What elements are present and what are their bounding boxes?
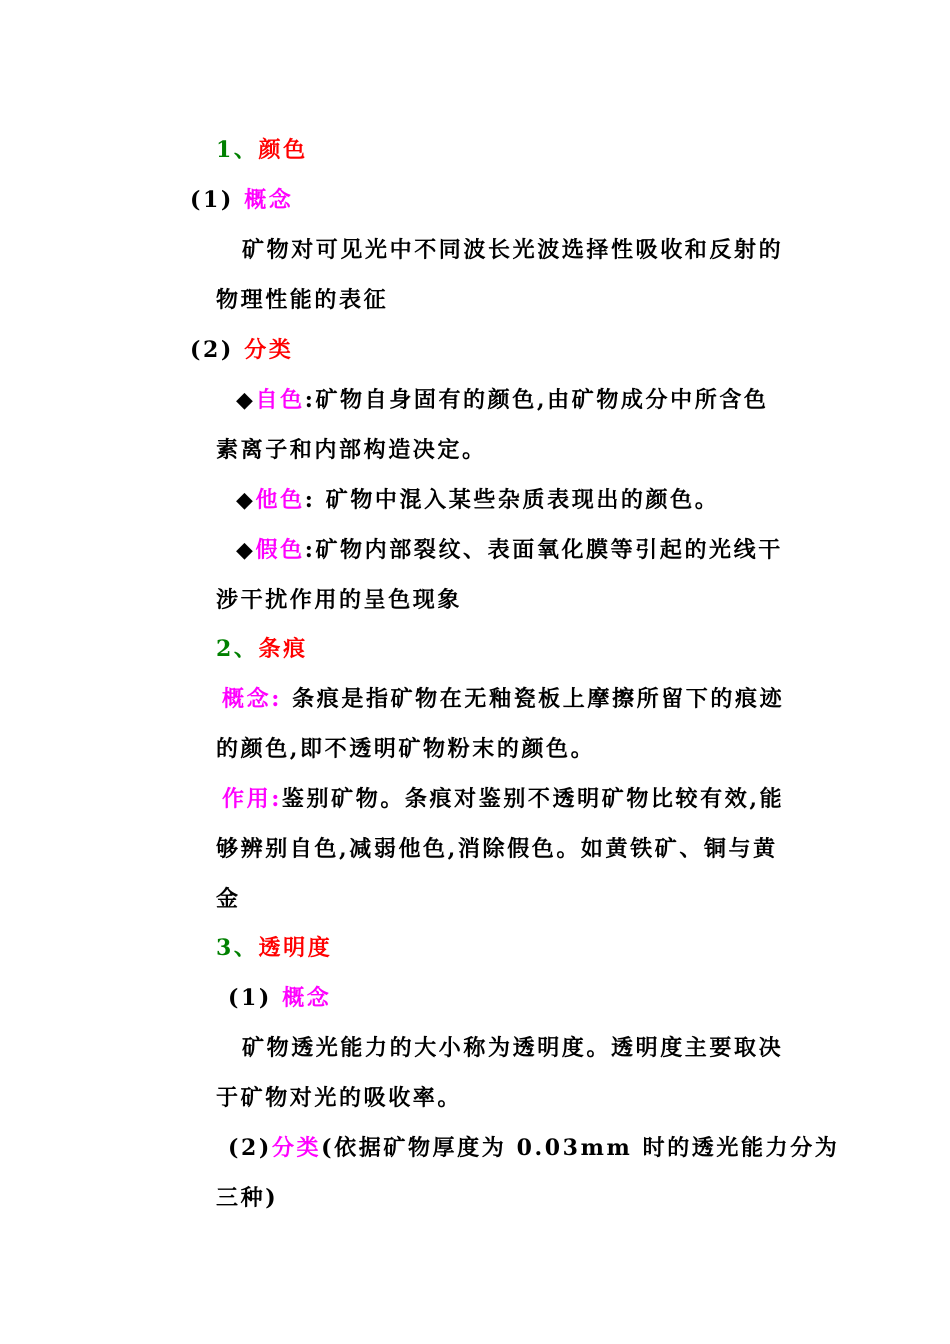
paragraph-line: 金 (216, 886, 241, 912)
subsection-1-1-heading (190, 185, 293, 215)
bullet-text: : 矿物中混入某些杂质表现出的颜色。 (304, 487, 720, 513)
diamond-bullet-icon: ◆ (236, 387, 256, 413)
subsection-3-1-heading (228, 983, 331, 1013)
diamond-bullet-icon: ◆ (236, 537, 256, 563)
paragraph-line: 素离子和内部构造决定。 (216, 437, 487, 463)
section-number: 2、 (216, 636, 259, 662)
bullet-text: :矿物自身固有的颜色,由矿物成分中所含色 (304, 387, 769, 413)
term-text: 条痕是指矿物在无釉瓷板上摩擦所留下的痕迹 (281, 686, 785, 712)
section-1-heading (216, 135, 308, 165)
streak-concept-line (222, 684, 784, 714)
section-number: 1、 (216, 137, 259, 163)
bullet-term: 假色 (255, 537, 305, 563)
paragraph-line: 矿物对可见光中不同波长光波选择性吸收和反射的 (242, 237, 784, 263)
subsection-number: (2) (190, 337, 234, 363)
streak-usage-line (222, 784, 784, 814)
diamond-bullet-icon: ◆ (236, 487, 256, 513)
subsection-label: 分类 (244, 337, 294, 363)
term-text: 鉴别矿物。条痕对鉴别不透明矿物比较有效,能 (281, 786, 785, 812)
bullet-item-tase (236, 485, 719, 515)
paragraph-line: 三种) (216, 1185, 279, 1211)
paragraph-line: 够辨别自色,减弱他色,消除假色。如黄铁矿、铜与黄 (216, 836, 778, 862)
bullet-item-zise (236, 385, 769, 415)
subsection-label: 分类 (271, 1135, 322, 1161)
section-3-heading (216, 933, 332, 963)
subsection-number: (1) (228, 985, 272, 1011)
bullet-text: :矿物内部裂纹、表面氧化膜等引起的光线干 (304, 537, 783, 563)
section-title: 透明度 (258, 935, 333, 961)
bullet-term: 他色 (255, 487, 305, 513)
bullet-term: 自色 (255, 387, 305, 413)
paragraph-line: 涉干扰作用的呈色现象 (216, 587, 463, 613)
section-2-heading (216, 634, 308, 664)
paragraph-line: 于矿物对光的吸收率。 (216, 1085, 463, 1111)
paragraph-line: 物理性能的表征 (216, 287, 389, 313)
bullet-item-jiase (236, 535, 783, 565)
subsection-label: 概念 (244, 187, 294, 213)
paragraph-line: 矿物透光能力的大小称为透明度。透明度主要取决 (242, 1035, 784, 1061)
subsection-number: (1) (190, 187, 234, 213)
term-label: 概念: (222, 686, 282, 712)
section-title: 条痕 (258, 636, 308, 662)
section-title: 颜色 (258, 137, 308, 163)
section-number: 3、 (216, 935, 259, 961)
subsection-1-2-heading (190, 335, 293, 365)
subsection-label: 概念 (282, 985, 332, 1011)
paragraph-line: 的颜色,即不透明矿物粉末的颜色。 (216, 736, 596, 762)
term-label: 作用: (222, 786, 282, 812)
subsection-text: (依据矿物厚度为 0.03mm 时的透光能力分为 (321, 1135, 840, 1161)
subsection-number: (2) (228, 1135, 272, 1161)
subsection-3-2-heading (228, 1133, 839, 1163)
